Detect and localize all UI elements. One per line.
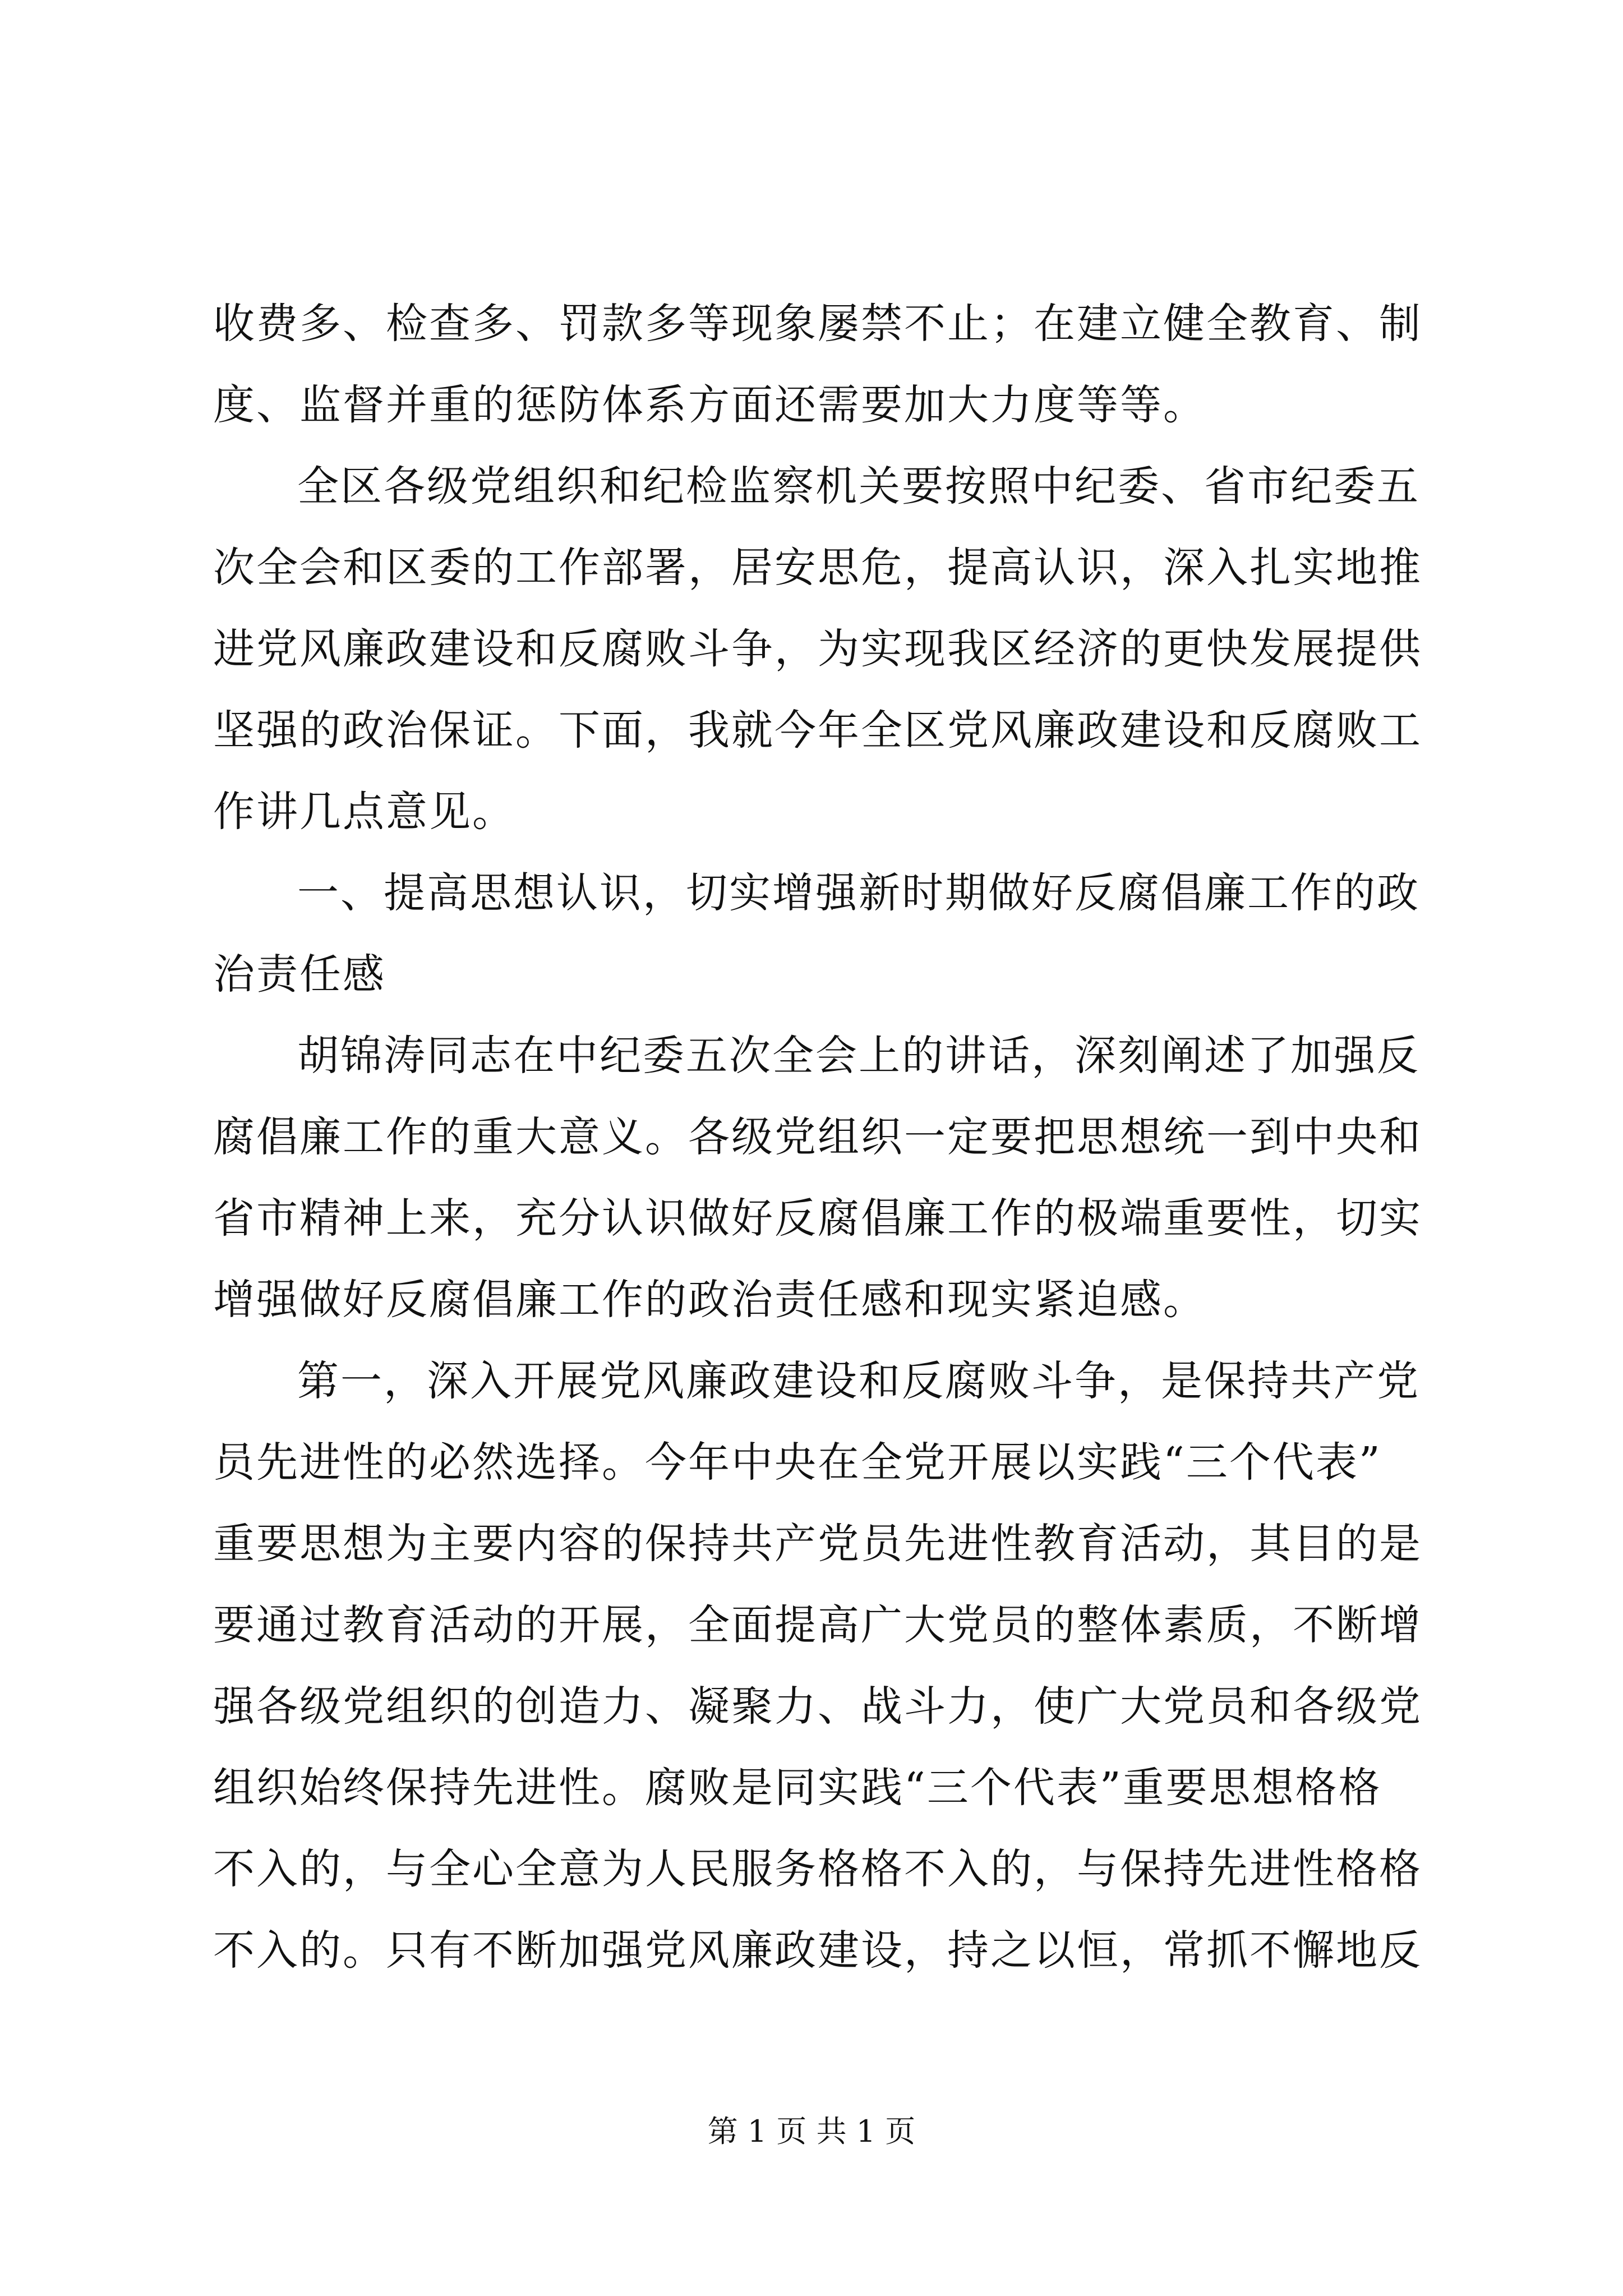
text-line: 收费多、检查多、罚款多等现象屡禁不止；在建立健全教育、制 bbox=[213, 300, 1422, 348]
text-line: 增强做好反腐倡廉工作的政治责任感和现实紧迫感。 bbox=[213, 1276, 1206, 1324]
paragraph-start-line: 第一，深入开展党风廉政建设和反腐败斗争，是保持共产党 bbox=[297, 1357, 1420, 1405]
text-line: 度、监督并重的惩防体系方面还需要加大力度等等。 bbox=[213, 381, 1206, 429]
text-line: 作讲几点意见。 bbox=[213, 788, 515, 836]
text-line: 腐倡廉工作的重大意义。各级党组织一定要把思想统一到中央和 bbox=[213, 1113, 1422, 1161]
section-heading-line: 一、提高思想认识，切实增强新时期做好反腐倡廉工作的政 bbox=[297, 869, 1420, 917]
text-line: 要通过教育活动的开展，全面提高广大党员的整体素质，不断增 bbox=[213, 1601, 1422, 1649]
text-line: 次全会和区委的工作部署，居安思危，提高认识，深入扎实地推 bbox=[213, 544, 1422, 592]
page-footer: 第 1 页 共 1 页 bbox=[707, 2114, 916, 2149]
text-line: 坚强的政治保证。下面，我就今年全区党风廉政建设和反腐败工 bbox=[213, 706, 1422, 754]
text-line: 员先进性的必然选择。今年中央在全党开展以实践“三个代表” bbox=[213, 1438, 1382, 1487]
paragraph-start-line: 全区各级党组织和纪检监察机关要按照中纪委、省市纪委五 bbox=[297, 462, 1420, 510]
text-line: 组织始终保持先进性。腐败是同实践“三个代表”重要思想格格 bbox=[213, 1764, 1382, 1812]
text-line: 不入的。只有不断加强党风廉政建设，持之以恒，常抓不懈地反 bbox=[213, 1926, 1422, 1975]
section-heading-line: 治责任感 bbox=[213, 950, 386, 999]
text-line: 强各级党组织的创造力、凝聚力、战斗力，使广大党员和各级党 bbox=[213, 1682, 1422, 1731]
text-line: 重要思想为主要内容的保持共产党员先进性教育活动，其目的是 bbox=[213, 1520, 1422, 1568]
body-text bbox=[213, 283, 1422, 1991]
text-line: 不入的，与全心全意为人民服务格格不入的，与保持先进性格格 bbox=[213, 1845, 1422, 1893]
text-line: 进党风廉政建设和反腐败斗争，为实现我区经济的更快发展提供 bbox=[213, 625, 1422, 673]
text-line: 省市精神上来，充分认识做好反腐倡廉工作的极端重要性，切实 bbox=[213, 1194, 1422, 1243]
paragraph-start-line: 胡锦涛同志在中纪委五次全会上的讲话，深刻阐述了加强反 bbox=[297, 1032, 1420, 1080]
